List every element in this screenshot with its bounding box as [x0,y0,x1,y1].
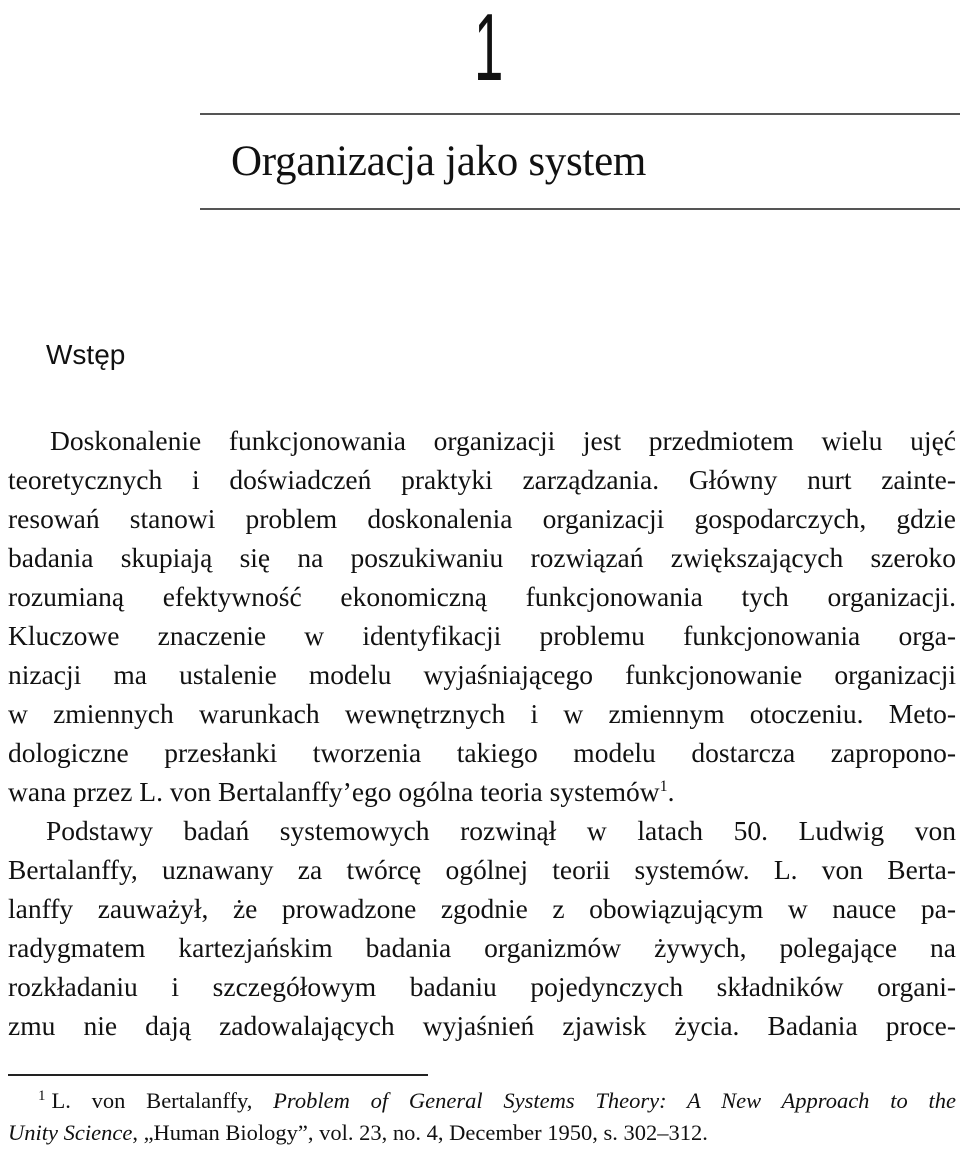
chapter-title: Organizacja jako system [231,138,646,185]
footnote-separator [8,1074,428,1076]
footnote-author: L. von Bertalanffy, [51,1088,274,1113]
paragraph-line: Podstawy badań systemowych rozwinął w latach 50. Ludwig von [46,815,956,846]
chapter-number: 1 [474,0,504,101]
title-top-rule [200,113,960,115]
footnote-line [8,1085,956,1117]
paragraph-line: w zmiennych warunkach wewnętrznych i w zmiennym otoczeniu. Meto- [8,698,956,729]
paragraph-line [8,772,956,811]
paragraph-line: rozkładaniu i szczegółowym badaniu pojedynczych składników organi- [8,971,956,1002]
footnote-reference[interactable]: 1 [659,777,668,795]
line-end-punctuation: . [667,776,675,807]
paragraph-line: lanffy zauważył, że prowadzone zgodnie z obowiązującym w nauce pa- [8,893,956,924]
title-bottom-rule [200,208,960,210]
footnote-source: , „Human Biology”, vol. 23, no. 4, December 1950, s. 302–312. [132,1120,708,1145]
paragraph-line: dologiczne przesłanki tworzenia takiego modelu dostarcza zapropono- [8,737,956,768]
paragraph-line: teoretycznych i doświadczeń praktyki zarządzania. Główny nurt zainte- [8,464,956,495]
paragraph-line: resowań stanowi problem doskonalenia organizacji gospodarczych, gdzie [8,503,956,534]
paragraph-line-text: wana przez L. von Bertalanffy’ego ogólna teoria systemów [8,776,660,807]
footnote-title: Problem of General Systems Theory: A New Approach to the [273,1088,956,1113]
footnote-line [8,1117,956,1149]
paragraph-line: rozumianą efektywność ekonomiczną funkcjonowania tych organizacji. [8,581,956,612]
paragraph-line: Doskonalenie funkcjonowania organizacji jest przedmiotem wielu ujęć [50,425,956,456]
body-text [8,421,956,1045]
footnote-title-cont: Unity Science [8,1120,133,1145]
paragraph-line: badania skupiają się na poszukiwaniu rozwiązań zwiększających szeroko [8,542,956,573]
paragraph-line: radygmatem kartezjańskim badania organizmów żywych, polegające na [8,932,956,963]
paragraph-line: Kluczowe znaczenie w identyfikacji problemu funkcjonowania orga- [8,620,956,651]
paragraph-line: zmu nie dają zadowalających wyjaśnień zjawisk życia. Badania proce- [8,1010,956,1041]
footnote [8,1085,956,1149]
paragraph-line: Bertalanffy, uznawany za twórcę ogólnej teorii systemów. L. von Berta- [8,854,956,885]
section-heading: Wstęp [46,339,126,370]
footnote-number: 1 [38,1087,46,1104]
paragraph-line: nizacji ma ustalenie modelu wyjaśniającego funkcjonowanie organizacji [8,659,956,690]
